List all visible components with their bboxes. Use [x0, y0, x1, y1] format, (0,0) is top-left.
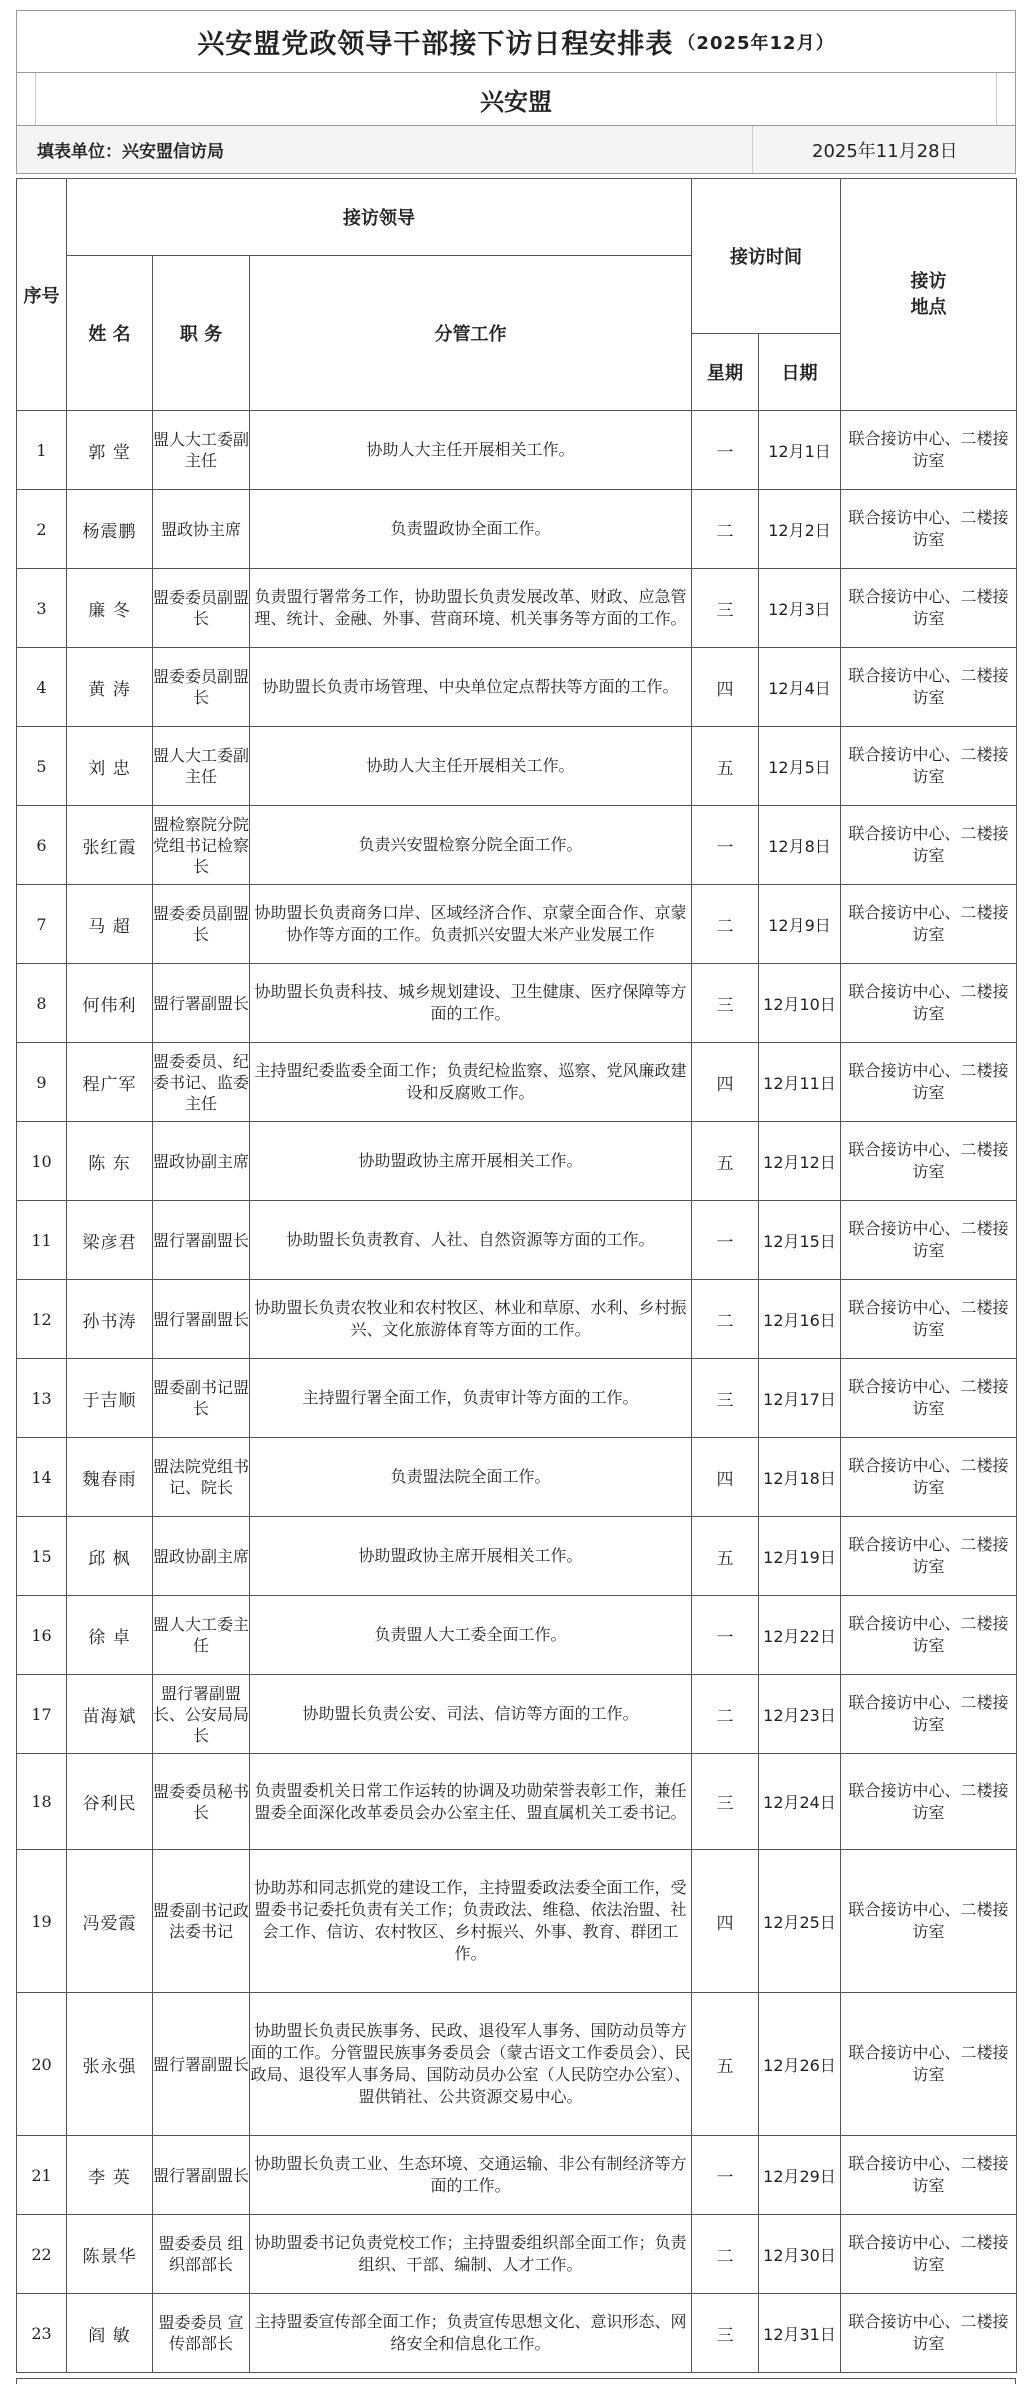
- header-position: 职 务: [153, 256, 250, 411]
- leader-duty: 协助盟长负责工业、生态环境、交通运输、非公有制经济等方面的工作。: [250, 2136, 692, 2215]
- visit-place: 联合接访中心、二楼接访室: [841, 2294, 1017, 2373]
- table-row: [17, 1850, 1017, 1993]
- leader-position: 盟政协主席: [153, 490, 250, 569]
- row-number: 4: [17, 648, 67, 727]
- visit-date: 12月8日: [759, 806, 841, 885]
- leader-position: 盟法院党组书记、院长: [153, 1438, 250, 1517]
- row-number: 12: [17, 1280, 67, 1359]
- leader-position: 盟人大工委副主任: [153, 727, 250, 806]
- visit-weekday: 一: [692, 2136, 759, 2215]
- row-number: 7: [17, 885, 67, 964]
- leader-position: 盟委委员副盟长: [153, 569, 250, 648]
- visit-date: 12月25日: [759, 1850, 841, 1993]
- leader-name: 程广军: [67, 1043, 153, 1122]
- leader-duty: 协助盟政协主席开展相关工作。: [250, 1517, 692, 1596]
- leader-duty: 协助盟长负责民族事务、民政、退役军人事务、国防动员等方面的工作。分管盟民族事务委员会（蒙古语文工作委员会）、民政局、退役军人事务局、国防动员办公室（人民防空办公室）、盟供销社、公共资源交易中心。: [250, 1993, 692, 2136]
- leader-duty: 协助盟委书记负责党校工作；主持盟委组织部全面工作；负责组织、干部、编制、人才工作。: [250, 2215, 692, 2294]
- leader-name: 冯爱霞: [67, 1850, 153, 1993]
- leader-position: 盟人大工委副主任: [153, 411, 250, 490]
- table-row: [17, 411, 1017, 490]
- visit-weekday: 三: [692, 569, 759, 648]
- leader-position: 盟政协副主席: [153, 1517, 250, 1596]
- leader-position: 盟委副书记政法委书记: [153, 1850, 250, 1993]
- visit-place: 联合接访中心、二楼接访室: [841, 2136, 1017, 2215]
- visit-weekday: 二: [692, 885, 759, 964]
- visit-weekday: 二: [692, 1280, 759, 1359]
- title-month: （2025年12月）: [677, 32, 835, 54]
- leader-duty: 协助苏和同志抓党的建设工作，主持盟委政法委全面工作，受盟委书记委托负责有关工作；负责政法、维稳、依法治盟、社会工作、信访、农村牧区、乡村振兴、外事、教育、群团工作。: [250, 1850, 692, 1993]
- header-place: 接访地点: [841, 179, 1017, 411]
- row-number: 6: [17, 806, 67, 885]
- leader-name: 阎 敏: [67, 2294, 153, 2373]
- leader-duty: 协助盟长负责商务口岸、区域经济合作、京蒙全面合作、京蒙协作等方面的工作。负责抓兴安盟大米产业发展工作: [250, 885, 692, 964]
- leader-duty: 负责盟行署常务工作，协助盟长负责发展改革、财政、应急管理、统计、金融、外事、营商环境、机关事务等方面的工作。: [250, 569, 692, 648]
- visit-date: 12月24日: [759, 1754, 841, 1850]
- visit-date: 12月18日: [759, 1438, 841, 1517]
- leader-name: 梁彦君: [67, 1201, 153, 1280]
- visit-date: 12月9日: [759, 885, 841, 964]
- table-row: [17, 806, 1017, 885]
- leader-position: 盟行署副盟长: [153, 2136, 250, 2215]
- visit-date: 12月1日: [759, 411, 841, 490]
- visit-place: 联合接访中心、二楼接访室: [841, 411, 1017, 490]
- header-weekday: 星期: [692, 334, 759, 411]
- leader-position: 盟委副书记盟 长: [153, 1359, 250, 1438]
- header-duty: 分管工作: [250, 256, 692, 411]
- leader-position: 盟委委员、纪委书记、监委主任: [153, 1043, 250, 1122]
- leader-position: 盟检察院分院党组书记检察长: [153, 806, 250, 885]
- header-name: 姓 名: [67, 256, 153, 411]
- row-number: 22: [17, 2215, 67, 2294]
- table-row: [17, 1280, 1017, 1359]
- visit-date: 12月11日: [759, 1043, 841, 1122]
- leader-name: 刘 忠: [67, 727, 153, 806]
- leader-position: 盟人大工委主 任: [153, 1596, 250, 1675]
- table-row: [17, 727, 1017, 806]
- visit-weekday: 五: [692, 727, 759, 806]
- leader-position: 盟行署副盟长、公安局局长: [153, 1675, 250, 1754]
- leader-name: 孙书涛: [67, 1280, 153, 1359]
- leader-name: 郭 堂: [67, 411, 153, 490]
- visit-weekday: 三: [692, 964, 759, 1043]
- visit-weekday: 一: [692, 411, 759, 490]
- leader-duty: 主持盟委宣传部全面工作；负责宣传思想文化、意识形态、网络安全和信息化工作。: [250, 2294, 692, 2373]
- leader-duty: 负责盟委机关日常工作运转的协调及功勋荣誉表彰工作，兼任盟委全面深化改革委员会办公室主任、盟直属机关工委书记。: [250, 1754, 692, 1850]
- leader-position: 盟委委员副盟长: [153, 885, 250, 964]
- visit-date: 12月10日: [759, 964, 841, 1043]
- region-title: 兴安盟: [480, 87, 552, 116]
- visit-weekday: 一: [692, 806, 759, 885]
- leader-name: 廉 冬: [67, 569, 153, 648]
- row-number: 2: [17, 490, 67, 569]
- table-row: [17, 1359, 1017, 1438]
- table-row: [17, 2215, 1017, 2294]
- visit-place: 联合接访中心、二楼接访室: [841, 648, 1017, 727]
- visit-place: 联合接访中心、二楼接访室: [841, 964, 1017, 1043]
- leader-position: 盟行署副盟长: [153, 1280, 250, 1359]
- visit-place: 联合接访中心、二楼接访室: [841, 1201, 1017, 1280]
- row-number: 21: [17, 2136, 67, 2215]
- leader-position: 盟委委员秘书长: [153, 1754, 250, 1850]
- row-number: 13: [17, 1359, 67, 1438]
- table-row: [17, 2136, 1017, 2215]
- leader-duty: 负责盟法院全面工作。: [250, 1438, 692, 1517]
- row-number: 18: [17, 1754, 67, 1850]
- row-number: 14: [17, 1438, 67, 1517]
- leader-position: 盟行署副盟长: [153, 1201, 250, 1280]
- visit-date: 12月30日: [759, 2215, 841, 2294]
- leader-name: 苗海斌: [67, 1675, 153, 1754]
- table-row: [17, 1993, 1017, 2136]
- visit-place: 联合接访中心、二楼接访室: [841, 1754, 1017, 1850]
- visit-weekday: 一: [692, 1201, 759, 1280]
- header-date: 日期: [759, 334, 841, 411]
- visit-place: 联合接访中心、二楼接访室: [841, 1517, 1017, 1596]
- header-time: 接访时间: [692, 179, 841, 334]
- leader-name: 于吉顺: [67, 1359, 153, 1438]
- visit-place: 联合接访中心、二楼接访室: [841, 2215, 1017, 2294]
- visit-weekday: 四: [692, 648, 759, 727]
- visit-date: 12月2日: [759, 490, 841, 569]
- leader-duty: 协助盟政协主席开展相关工作。: [250, 1122, 692, 1201]
- visit-date: 12月22日: [759, 1596, 841, 1675]
- visit-weekday: 五: [692, 1122, 759, 1201]
- visit-weekday: 二: [692, 2215, 759, 2294]
- visit-place: 联合接访中心、二楼接访室: [841, 1122, 1017, 1201]
- leader-name: 杨震鹏: [67, 490, 153, 569]
- visit-weekday: 一: [692, 1596, 759, 1675]
- visit-date: 12月5日: [759, 727, 841, 806]
- leader-duty: 主持盟纪委监委全面工作；负责纪检监察、巡察、党风廉政建设和反腐败工作。: [250, 1043, 692, 1122]
- table-row: [17, 490, 1017, 569]
- visit-weekday: 二: [692, 490, 759, 569]
- table-row: [17, 1754, 1017, 1850]
- leader-duty: 负责兴安盟检察分院全面工作。: [250, 806, 692, 885]
- visit-weekday: 四: [692, 1438, 759, 1517]
- leader-duty: 协助盟长负责农牧业和农村牧区、林业和草原、水利、乡村振兴、文化旅游体育等方面的工作。: [250, 1280, 692, 1359]
- row-number: 15: [17, 1517, 67, 1596]
- leader-name: 何伟利: [67, 964, 153, 1043]
- visit-place: 联合接访中心、二楼接访室: [841, 569, 1017, 648]
- leader-name: 陈 东: [67, 1122, 153, 1201]
- visit-date: 12月4日: [759, 648, 841, 727]
- table-row: [17, 1675, 1017, 1754]
- fill-date: 2025年11月28日: [812, 140, 958, 162]
- leader-name: 马 超: [67, 885, 153, 964]
- row-number: 1: [17, 411, 67, 490]
- row-number: 11: [17, 1201, 67, 1280]
- table-row: [17, 1043, 1017, 1122]
- table-row: [17, 1201, 1017, 1280]
- visit-date: 12月3日: [759, 569, 841, 648]
- table-row: [17, 1438, 1017, 1517]
- leader-name: 谷利民: [67, 1754, 153, 1850]
- visit-date: 12月19日: [759, 1517, 841, 1596]
- leader-duty: 协助盟长负责科技、城乡规划建设、卫生健康、医疗保障等方面的工作。: [250, 964, 692, 1043]
- leader-duty: 协助人大主任开展相关工作。: [250, 411, 692, 490]
- visit-date: 12月31日: [759, 2294, 841, 2373]
- visit-place: 联合接访中心、二楼接访室: [841, 806, 1017, 885]
- row-number: 23: [17, 2294, 67, 2373]
- table-row: [17, 1517, 1017, 1596]
- row-number: 5: [17, 727, 67, 806]
- row-number: 9: [17, 1043, 67, 1122]
- leader-duty: 协助盟长负责公安、司法、信访等方面的工作。: [250, 1675, 692, 1754]
- leader-duty: 负责盟人大工委全面工作。: [250, 1596, 692, 1675]
- visit-weekday: 三: [692, 1754, 759, 1850]
- visit-weekday: 二: [692, 1675, 759, 1754]
- visit-place: 联合接访中心、二楼接访室: [841, 1438, 1017, 1517]
- fill-info-row: [16, 126, 1016, 174]
- visit-date: 12月16日: [759, 1280, 841, 1359]
- leader-position: 盟行署副盟长: [153, 1993, 250, 2136]
- leader-name: 邱 枫: [67, 1517, 153, 1596]
- visit-weekday: 四: [692, 1043, 759, 1122]
- visit-place: 联合接访中心、二楼接访室: [841, 1359, 1017, 1438]
- table-row: [17, 885, 1017, 964]
- leader-position: 盟委委员 宣传部部长: [153, 2294, 250, 2373]
- region-row: [16, 72, 1016, 126]
- visit-weekday: 三: [692, 2294, 759, 2373]
- visit-date: 12月29日: [759, 2136, 841, 2215]
- fill-unit: 填表单位：兴安盟信访局: [37, 142, 224, 162]
- document-title: [16, 10, 1016, 72]
- visit-date: 12月17日: [759, 1359, 841, 1438]
- row-number: 8: [17, 964, 67, 1043]
- visit-weekday: 四: [692, 1850, 759, 1993]
- leader-name: 徐 卓: [67, 1596, 153, 1675]
- row-number: 20: [17, 1993, 67, 2136]
- header-seq: 序号: [17, 179, 67, 411]
- leader-name: 张永强: [67, 1993, 153, 2136]
- visit-place: 联合接访中心、二楼接访室: [841, 490, 1017, 569]
- leader-position: 盟政协副主席: [153, 1122, 250, 1201]
- table-row: [17, 964, 1017, 1043]
- leader-name: 张红霞: [67, 806, 153, 885]
- visit-weekday: 五: [692, 1993, 759, 2136]
- header-leader: 接访领导: [67, 179, 692, 256]
- leader-position: 盟行署副盟长: [153, 964, 250, 1043]
- row-number: 10: [17, 1122, 67, 1201]
- visit-place: 联合接访中心、二楼接访室: [841, 1675, 1017, 1754]
- visit-place: 联合接访中心、二楼接访室: [841, 1043, 1017, 1122]
- table-row: [17, 569, 1017, 648]
- leader-name: 魏春雨: [67, 1438, 153, 1517]
- leader-duty: 负责盟政协全面工作。: [250, 490, 692, 569]
- table-row: [17, 1596, 1017, 1675]
- leader-position: 盟委委员副盟长: [153, 648, 250, 727]
- table-row: [17, 648, 1017, 727]
- title-text: 兴安盟党政领导干部接下访日程安排表: [197, 29, 674, 60]
- visit-date: 12月23日: [759, 1675, 841, 1754]
- row-number: 19: [17, 1850, 67, 1993]
- leader-name: 陈景华: [67, 2215, 153, 2294]
- visit-weekday: 三: [692, 1359, 759, 1438]
- visit-place: 联合接访中心、二楼接访室: [841, 1993, 1017, 2136]
- visit-weekday: 五: [692, 1517, 759, 1596]
- leader-duty: 协助盟长负责市场管理、中央单位定点帮扶等方面的工作。: [250, 648, 692, 727]
- visit-place: 联合接访中心、二楼接访室: [841, 885, 1017, 964]
- visit-place: 联合接访中心、二楼接访室: [841, 1596, 1017, 1675]
- visit-place: 联合接访中心、二楼接访室: [841, 727, 1017, 806]
- leader-duty: 协助人大主任开展相关工作。: [250, 727, 692, 806]
- row-number: 17: [17, 1675, 67, 1754]
- leader-position: 盟委委员 组织部部长: [153, 2215, 250, 2294]
- visit-place: 联合接访中心、二楼接访室: [841, 1280, 1017, 1359]
- leader-name: 李 英: [67, 2136, 153, 2215]
- leader-name: 黄 涛: [67, 648, 153, 727]
- leader-duty: 协助盟长负责教育、人社、自然资源等方面的工作。: [250, 1201, 692, 1280]
- visit-date: 12月12日: [759, 1122, 841, 1201]
- visit-place: 联合接访中心、二楼接访室: [841, 1850, 1017, 1993]
- schedule-table: [16, 178, 1017, 2373]
- row-number: 16: [17, 1596, 67, 1675]
- leader-duty: 主持盟行署全面工作，负责审计等方面的工作。: [250, 1359, 692, 1438]
- visit-date: 12月15日: [759, 1201, 841, 1280]
- table-row: [17, 2294, 1017, 2373]
- table-row: [17, 1122, 1017, 1201]
- visit-date: 12月26日: [759, 1993, 841, 2136]
- row-number: 3: [17, 569, 67, 648]
